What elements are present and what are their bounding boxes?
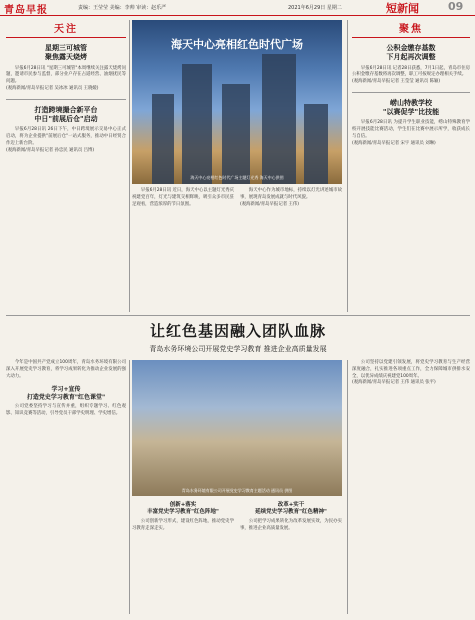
bottom-body-2: 公司把学习成果转化为改革发展实效，为民办实事，推进企业高质量发展。: [240, 518, 342, 531]
bottom-col-1: [132, 502, 234, 532]
story-body-laoshan: 早报6月28日讯 为提升学生职业技能，崂山特殊教育学校开展技能比赛活动，学生们在比赛中展示所学，收获成长与自信。: [352, 120, 470, 140]
haitian-center-photo: [132, 20, 342, 184]
page-number: 09: [448, 0, 464, 13]
building-shape: [152, 94, 174, 184]
haitian-story-col-b: [240, 188, 342, 208]
newspaper-logo: 青岛早报: [4, 5, 48, 16]
lead-intro: 今年是中国共产党成立100周年，青岛水务环境有限公司深入开展党史学习教育，将学习成果转化为推动企业发展的强大动力。: [6, 360, 126, 379]
building-shape: [262, 54, 296, 184]
column-rule: [347, 360, 348, 614]
story-title-laoshan: 崂山特教学校 "以赛促学"比技能: [382, 98, 440, 116]
building-shape: [304, 104, 328, 184]
column-rule: [129, 20, 130, 312]
editor-meta: 责编：王莹莹 美编：李帅 审读：赵乐严: [78, 5, 167, 11]
bottom-subhead-2: 改革+实干 延续党史学习教育"红色精神": [255, 502, 327, 515]
bottom-right-credit: (观海新闻/青岛早报记者 王伟 通讯员 张平): [352, 380, 436, 386]
story-credit-bbq: (观海新闻/青岛早报记者 吴冰冰 通讯员 王晓媛): [6, 85, 99, 91]
photo-headline: 海天中心亮相红色时代广场: [171, 38, 303, 51]
masthead: [0, 0, 475, 16]
main-headline: 让红色基因融入团队血脉: [149, 322, 326, 340]
lead-subhead: 学习+宣传 打造党史学习教育"红色课堂": [26, 386, 106, 401]
bottom-body-1: 公司创新学习形式，建设红色阵地，推动党史学习教育走深走实。: [132, 518, 234, 531]
section-title: 短新闻: [386, 2, 419, 15]
building-shape: [182, 64, 212, 184]
column-rule: [129, 360, 130, 614]
bottom-right-body: 公司坚持以党建引领发展，将党史学习教育与生产经营深度融合，扎实推进各项重点工作，全力保障城市供排水安全，以优异成绩庆祝建党100周年。: [352, 360, 470, 379]
bottom-subhead-1: 创新+落实 丰富党史学习教育"红色阵地": [147, 502, 219, 515]
story-credit-laoshan: (观海新闻/青岛早报记者 宋宇 通讯员 刘琳): [352, 140, 436, 146]
story-body-crossborder: 早报6月28日讯 26日下午，中日跨境展示交易中心正式启动，将为企业提供"前展后仓"一站式服务，推动中日经贸合作迈上新台阶。: [6, 127, 126, 146]
haitian-story-body-b: 海天中心作为城市地标，持续以灯光讲述城市故事，展现青岛发展成就与时代风貌。: [240, 188, 342, 200]
left-column: [6, 20, 126, 155]
story-body-fund: 早报6月28日讯 记者28日获悉，7月1日起，青岛市住房公积金缴存基数将再次调整，职工可按规定办理相关手续。: [352, 65, 470, 78]
bottom-right-column: [352, 360, 470, 387]
story-credit-crossborder: (观海新闻/青岛早报记者 孙忠民 通讯员 吕博): [6, 147, 95, 153]
haitian-story-body-a: 早报6月28日讯 近日，海天中心以主题灯光秀庆祝建党百年，灯光与建筑交相辉映，吸引众多市民驻足观看，营造浓厚的节日氛围。: [132, 188, 234, 207]
divider: [6, 99, 126, 100]
main-headline-block: [6, 320, 470, 354]
story-title-crossborder: 打造跨境撮合新平台 中日"前展后仓"启动: [34, 105, 98, 123]
column-rule: [347, 20, 348, 312]
divider: [352, 92, 470, 93]
story-body-bbq: 早报6月28日讯 "星期三可城管"本周继续关注露天烧烤问题，邀请市民参与监督，部分业户存在占道经营、油烟扰民等问题。: [6, 65, 126, 85]
lead-sub-body: 公司党委坚持学习与宣传并重，组织专题学习、红色观影、知识竞赛等活动，引导党员干部学史明理、学史增信。: [6, 404, 126, 417]
left-column-head: 天注: [6, 20, 126, 38]
building-shape: [222, 84, 250, 184]
lead-column: [6, 360, 126, 418]
haitian-story-col-a: [132, 188, 234, 208]
haitian-story-credit: (观海新闻/青岛早报记者 王伟): [240, 201, 299, 207]
photo-caption: 青岛水务环境有限公司开展党史学习教育主题活动 通讯员 供图: [181, 488, 293, 493]
bottom-col-2: [240, 502, 342, 532]
main-subheadline: 青岛水务环境公司开展党史学习教育 推进企业高质量发展: [149, 345, 327, 353]
right-column: [352, 20, 470, 148]
section-rule: [6, 315, 470, 316]
story-credit-fund: (观海新闻/青岛早报记者 王莹莹 通讯员 陈颖): [352, 79, 441, 85]
story-title-fund: 公积金缴存基数 下月起再次调整: [386, 44, 436, 61]
photo-caption: 海天中心亮相红色时代广场主题灯光秀 海天中心供图: [190, 175, 284, 180]
story-title-bbq: 星期三可城管 聚焦露天烧烤: [45, 44, 87, 61]
issue-date: 2021年6月29日 星期二: [288, 5, 342, 11]
water-company-photo: [132, 360, 342, 496]
right-column-head: 聚焦: [352, 20, 470, 38]
